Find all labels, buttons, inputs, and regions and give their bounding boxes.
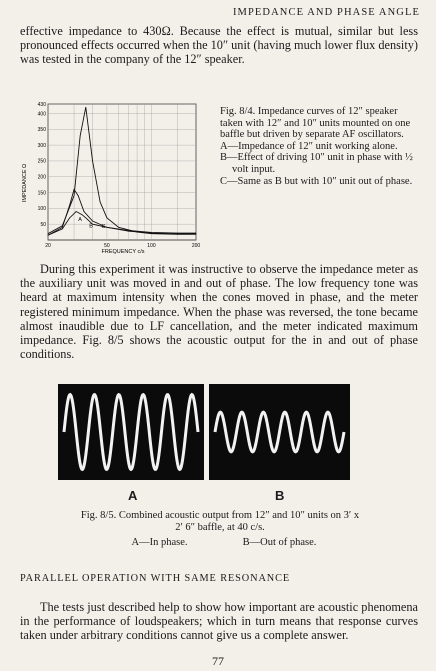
figure-8-4-caption-lead: Fig. 8/4. Impedance curves of 12″ speaker taken with 12″ and 10″ units mounted on one baffle but driven by separate AF oscillators. <box>220 106 411 141</box>
series-point-c <box>92 224 93 225</box>
x-tick-label: 200 <box>191 243 201 249</box>
section-heading: PARALLEL OPERATION WITH SAME RESONANCE <box>20 573 291 584</box>
oscillogram-b <box>209 384 350 480</box>
series-point-a <box>48 233 49 234</box>
series-line-c <box>48 212 196 236</box>
x-axis-label: FREQUENCY c/s <box>101 249 145 255</box>
series-point-c <box>48 235 49 236</box>
page-number: 77 <box>212 654 224 668</box>
series-point-b <box>92 221 93 222</box>
series-point-b <box>78 195 79 196</box>
series-point-c <box>151 232 152 233</box>
y-tick-label: 200 <box>37 174 46 181</box>
y-tick-label: 350 <box>37 127 46 134</box>
series-point-a <box>118 227 119 228</box>
waveform-b <box>209 384 350 480</box>
series-point-a <box>100 202 101 203</box>
series-point-a <box>74 195 75 196</box>
plot-frame <box>48 104 196 240</box>
series-point-b <box>62 227 63 228</box>
chart-series <box>48 107 197 236</box>
x-tick-label: 50 <box>104 243 110 249</box>
legend-out-of-phase: B—Out of phase. <box>242 537 317 548</box>
series-line-a <box>48 107 196 234</box>
curve-label-a: A <box>78 217 82 224</box>
series-point-c <box>196 233 197 234</box>
series-point-c <box>69 218 70 219</box>
body-paragraph: During this experiment it was instructive to observe the impedance meter as the auxiliary unit was moved in and out of phase. The low frequency tone was heard at maximum intensity when the cones moved in phase, and the meter registered minimum impedance. When the phase was reversed, the tone became almost inaudible due to LF cancellation, and the meter indicated maximum impedance. Fig. 8/5 shows the acoustic output for the in and out of phase conditions. <box>20 262 418 362</box>
series-point-b <box>84 211 85 212</box>
x-tick-label: 100 <box>147 243 156 249</box>
series-point-b <box>69 205 70 206</box>
series-point-a <box>92 161 93 162</box>
y-axis-label: IMPEDANCE Ω <box>22 163 28 203</box>
curve-label-c: C <box>101 223 106 230</box>
curve-label-b: B <box>89 223 93 230</box>
figure-8-4-item-b: B—Effect of driving 10″ unit in phase with ½ volt input. <box>220 152 413 175</box>
x-tick-label: 20 <box>45 243 51 249</box>
legend-in-phase: A—In phase. <box>131 537 188 548</box>
series-point-a <box>85 107 86 108</box>
y-tick-label: 400 <box>37 111 46 118</box>
oscillogram-a-label: A <box>128 488 138 503</box>
series-point-c <box>76 211 77 212</box>
figure-8-5-caption: Fig. 8/5. Combined acoustic output from 12″ and 10″ units on 3′ x 2′ 6″ baffle, at 40 c/s. <box>80 510 360 533</box>
series-point-a <box>80 135 81 136</box>
series-point-b <box>74 189 75 190</box>
series-point-c <box>177 233 178 234</box>
y-tick-label: 100 <box>37 206 46 213</box>
y-tick-label: 150 <box>37 190 46 197</box>
series-point-c <box>62 229 63 230</box>
oscillogram-a <box>58 384 204 480</box>
series-point-c <box>107 227 108 228</box>
series-point-c <box>82 214 83 215</box>
chart-axes <box>48 104 196 240</box>
intro-paragraph: effective impedance to 430Ω. Because the effect is mutual, similar but less pronounced effects occurred when the 10″ unit (having much lower flux density) was tested in the company of the 12″ speaker. <box>20 24 418 67</box>
figure-8-5-legend <box>104 537 344 548</box>
figure-8-4-item-c: C—Same as B but with 10″ unit out of phase. <box>220 175 413 187</box>
oscillogram-b-label: B <box>275 488 285 503</box>
series-point-a <box>107 218 108 219</box>
y-tick-label: 300 <box>37 142 46 149</box>
running-header: IMPEDANCE AND PHASE ANGLE <box>232 7 420 18</box>
y-tick-label: 50 <box>40 221 46 228</box>
y-tick-label: 250 <box>37 158 46 165</box>
waveform-a <box>58 384 204 480</box>
figure-8-4-caption <box>220 106 420 187</box>
series-point-c <box>87 219 88 220</box>
impedance-chart <box>18 98 208 258</box>
y-tick-label: 430 <box>37 101 46 108</box>
series-point-c <box>128 230 129 231</box>
closing-paragraph: The tests just described help to show how important are acoustic phenomena in the performance of loudspeakers; which in turn means that response curves taken under arbitrary conditions cannot give us a complete answer. <box>20 600 418 643</box>
figure-8-4-item-a: A—Impedance of 12″ unit working alone. <box>220 140 398 152</box>
